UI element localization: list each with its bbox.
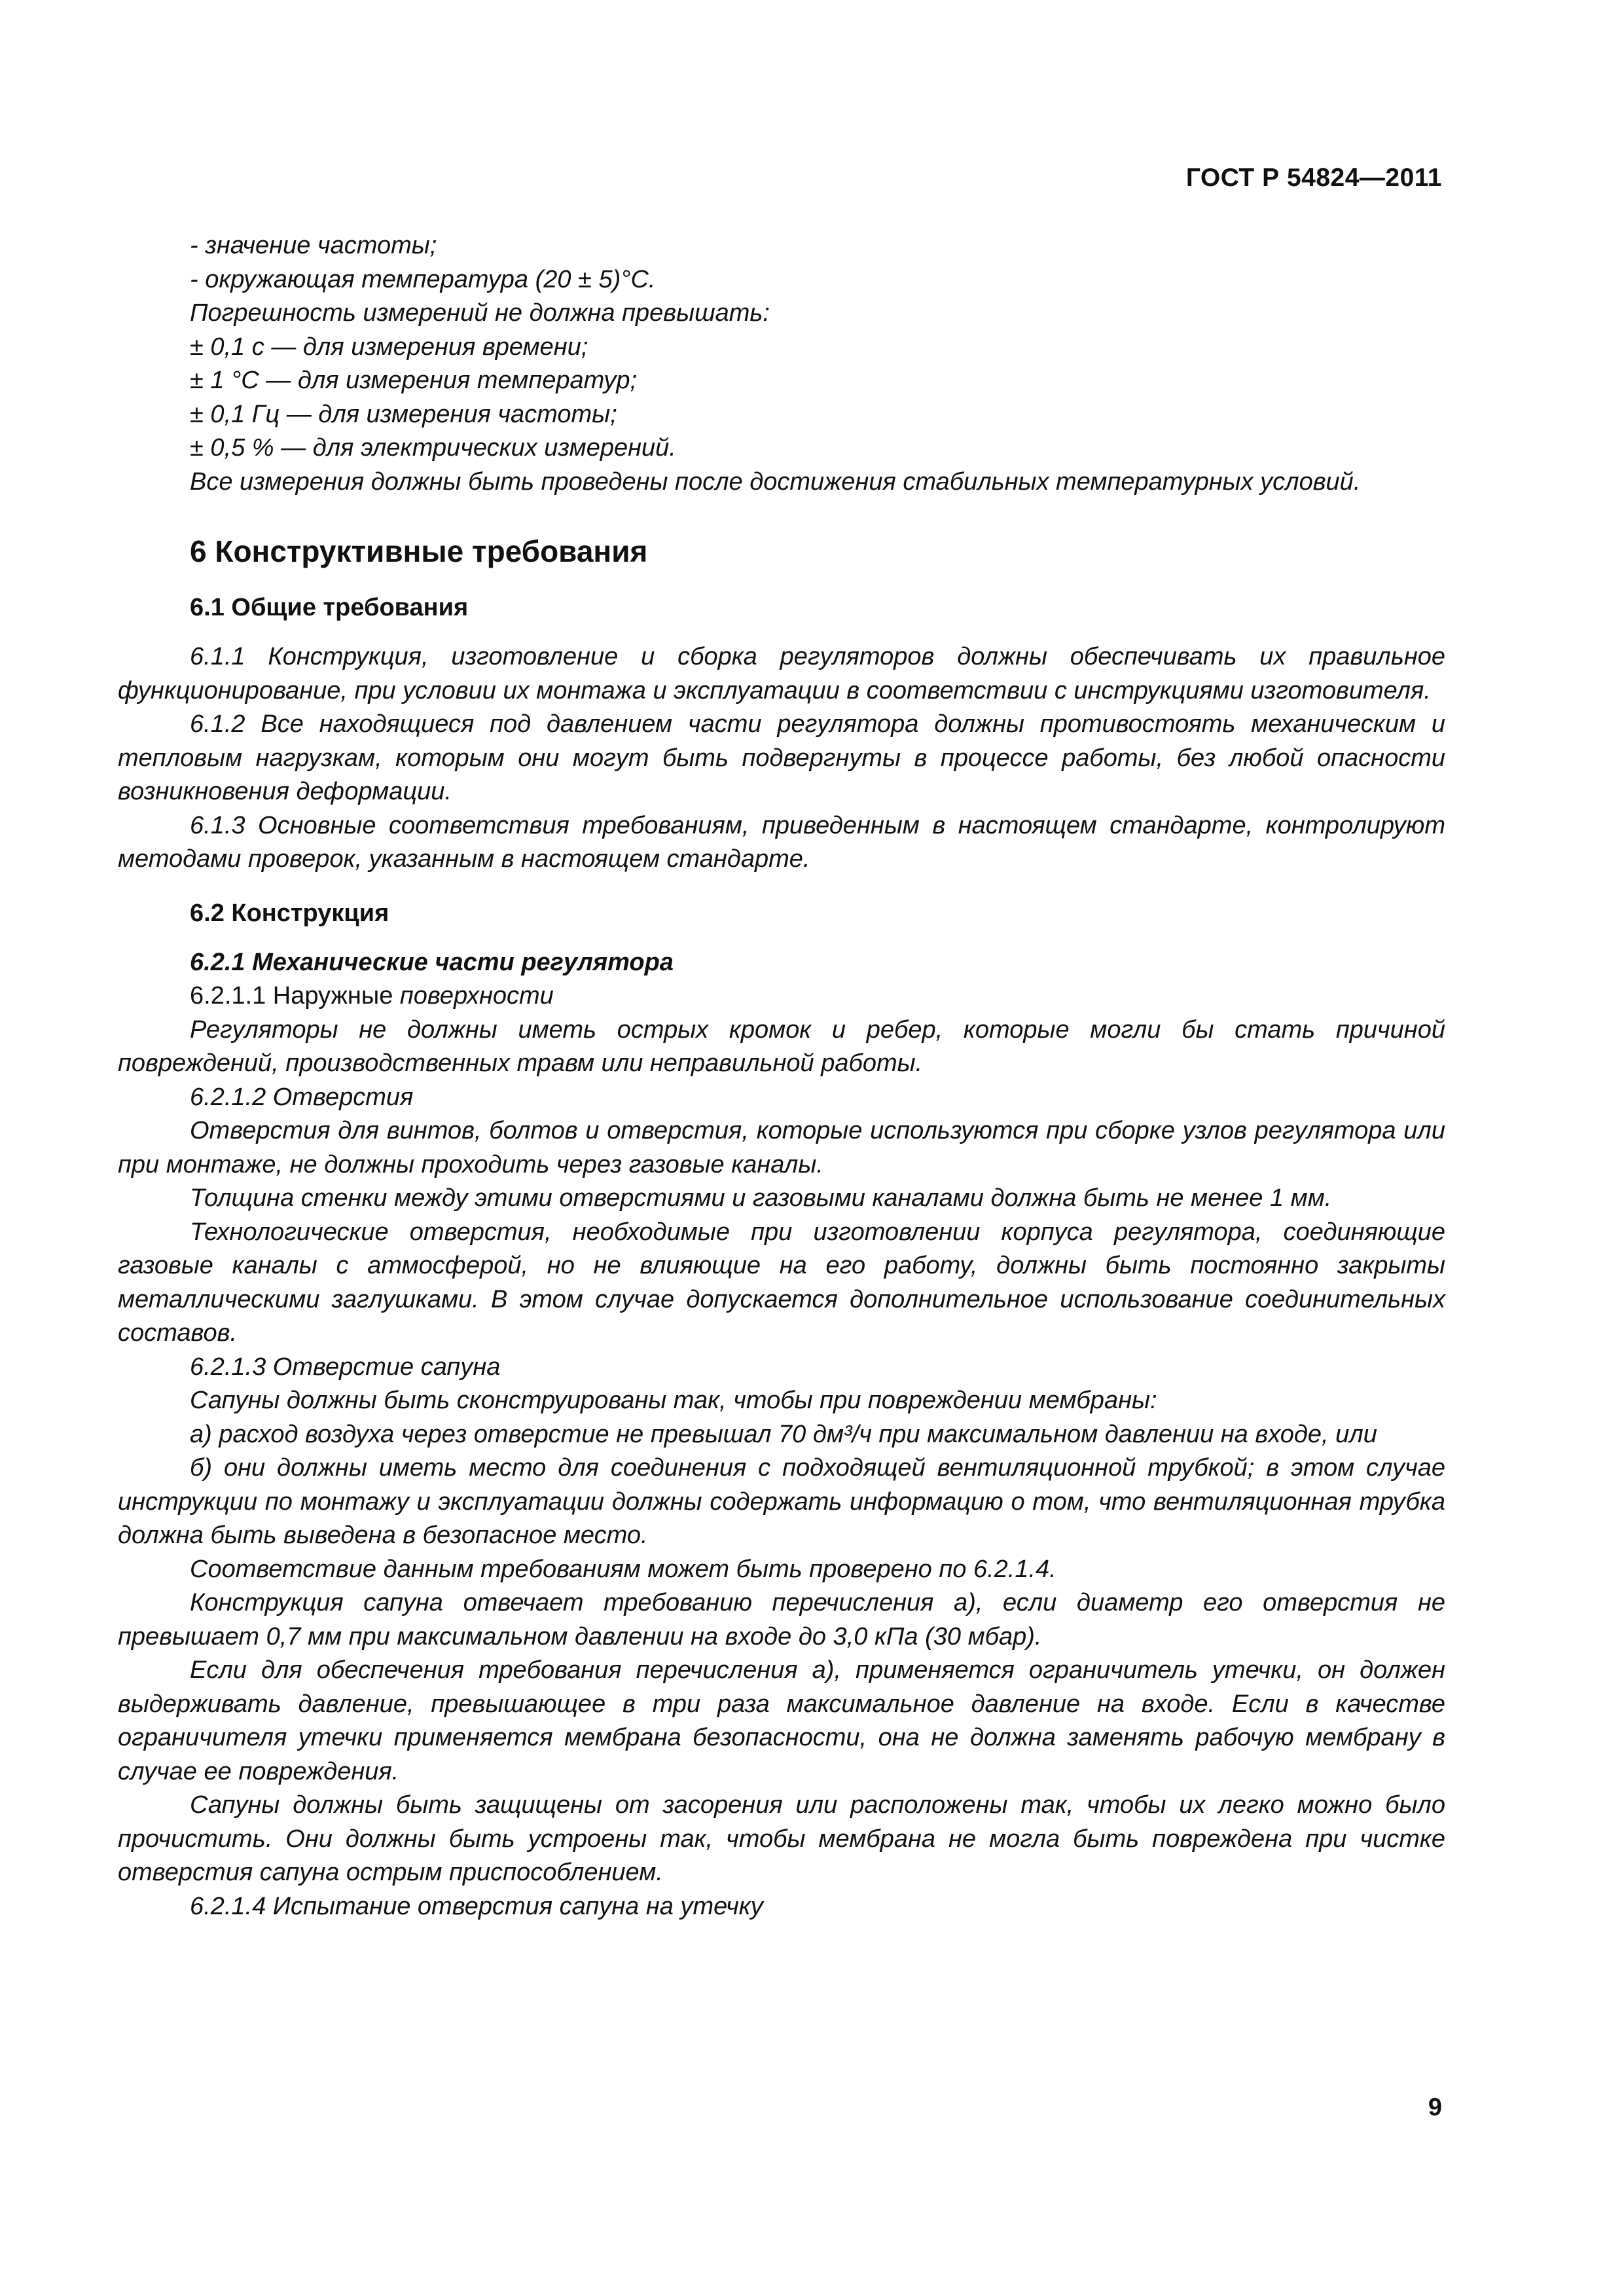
paragraph: Сапуны должны быть сконструированы так, чтобы при повреждении мембраны: <box>190 1387 1157 1414</box>
paragraph: 6.1.1 Конструкция, изготовление и сборка регуляторов должны обеспечивать их правильное функционирование, при условии их монтажа и эксплуатации в соответствии с инструкциями изготовителя. <box>118 643 1445 704</box>
intro-line: ± 0,1 Гц — для измерения частоты; <box>190 400 617 428</box>
paragraph: Отверстия для винтов, болтов и отверстия, которые используются при сборке узлов регулятора или при монтаже, не должны проходить через газовые каналы. <box>118 1117 1445 1178</box>
subsection-heading: 6.1 Общие требования <box>190 594 469 621</box>
intro-line: ± 0,1 с — для измерения времени; <box>190 333 588 361</box>
intro-line: - значение частоты; <box>190 232 437 259</box>
paragraph: Толщина стенки между этими отверстиями и газовыми каналами должна быть не менее 1 мм. <box>190 1184 1332 1212</box>
paragraph: 6.1.3 Основные соответствия требованиям, приведенным в настоящем стандарте, контролируют методами проверок, указанным в настоящем стандарте. <box>118 811 1445 873</box>
intro-closing: Все измерения должны быть проведены после достижения стабильных температурных условий. <box>190 467 1361 496</box>
clause-title-rest: поверхности <box>399 982 554 1010</box>
clause-title: 6.2.1.4 Испытание отверстия сапуна на утечку <box>190 1892 763 1920</box>
intro-line: ± 1 °С — для измерения температур; <box>190 367 638 394</box>
section-heading: 6 Конструктивные требования <box>190 534 648 568</box>
intro-line: ± 0,5 % — для электрических измерений. <box>190 434 676 462</box>
clause-title: 6.2.1.3 Отверстие сапуна <box>190 1353 501 1381</box>
paragraph: Соответствие данным требованиям может быть проверено по 6.2.1.4. <box>190 1555 1056 1583</box>
clause-title <box>118 979 1445 1013</box>
paragraph: Регуляторы не должны иметь острых кромок и ребер, которые могли бы стать причиной повреждений, производственных травм или неправильной работы. <box>118 1015 1445 1077</box>
list-item: б) они должны иметь место для соединения с подходящей вентиляционной трубкой; в этом случае инструкции по монтажу и эксплуатации должны содержать информацию о том, что вентиляционная трубка должна быть выведена в безопасное место. <box>118 1454 1445 1549</box>
document-body <box>118 229 1445 1923</box>
intro-line: Погрешность измерений не должна превышать: <box>190 299 770 327</box>
paragraph: Если для обеспечения требования перечисления а), применяется ограничитель утечки, он должен выдерживать давление, превышающее в три раза максимальное давление на входе. Если в качестве ограничителя утечки применяется мембрана безопасности, она не должна заменять рабочую мембрану в случае ее повреждения. <box>118 1656 1445 1785</box>
page-number: 9 <box>1428 2094 1442 2121</box>
paragraph: Конструкция сапуна отвечает требованию перечисления а), если диаметр его отверстия не превышает 0,7 мм при максимальном давлении на входе до 3,0 кПа (30 мбар). <box>118 1589 1445 1650</box>
clause-number: 6.2.1.1 Наружные <box>190 982 400 1010</box>
paragraph: 6.1.2 Все находящиеся под давлением части регулятора должны противостоять механическим и тепловым нагрузкам, которым они могут быть подвергнуты в процессе работы, без любой опасности возникновения деформации. <box>118 710 1445 805</box>
clause-title: 6.2.1.2 Отверстия <box>190 1083 414 1111</box>
document-code: ГОСТ Р 54824—2011 <box>1185 164 1442 192</box>
clause-heading: 6.2.1 Механические части регулятора <box>190 948 674 976</box>
paragraph: Сапуны должны быть защищены от засорения или расположены так, чтобы их легко можно было прочистить. Они должны быть устроены так, чтобы мембрана не могла быть повреждена при чистке отверстия сапуна острым приспособлением. <box>118 1791 1445 1886</box>
intro-line: - окружающая температура (20 ± 5)°С. <box>190 265 656 293</box>
paragraph: Технологические отверстия, необходимые при изготовлении корпуса регулятора, соединяющие газовые каналы с атмосферой, но не влияющие на его работу, должны быть постоянно закрыты металлическими заглушками. В этом случае допускается дополнительное использование соединительных составов. <box>118 1218 1445 1347</box>
subsection-heading: 6.2 Конструкция <box>190 899 389 927</box>
list-item: а) расход воздуха через отверстие не превышал 70 дм³/ч при максимальном давлении на входе, или <box>190 1420 1377 1448</box>
